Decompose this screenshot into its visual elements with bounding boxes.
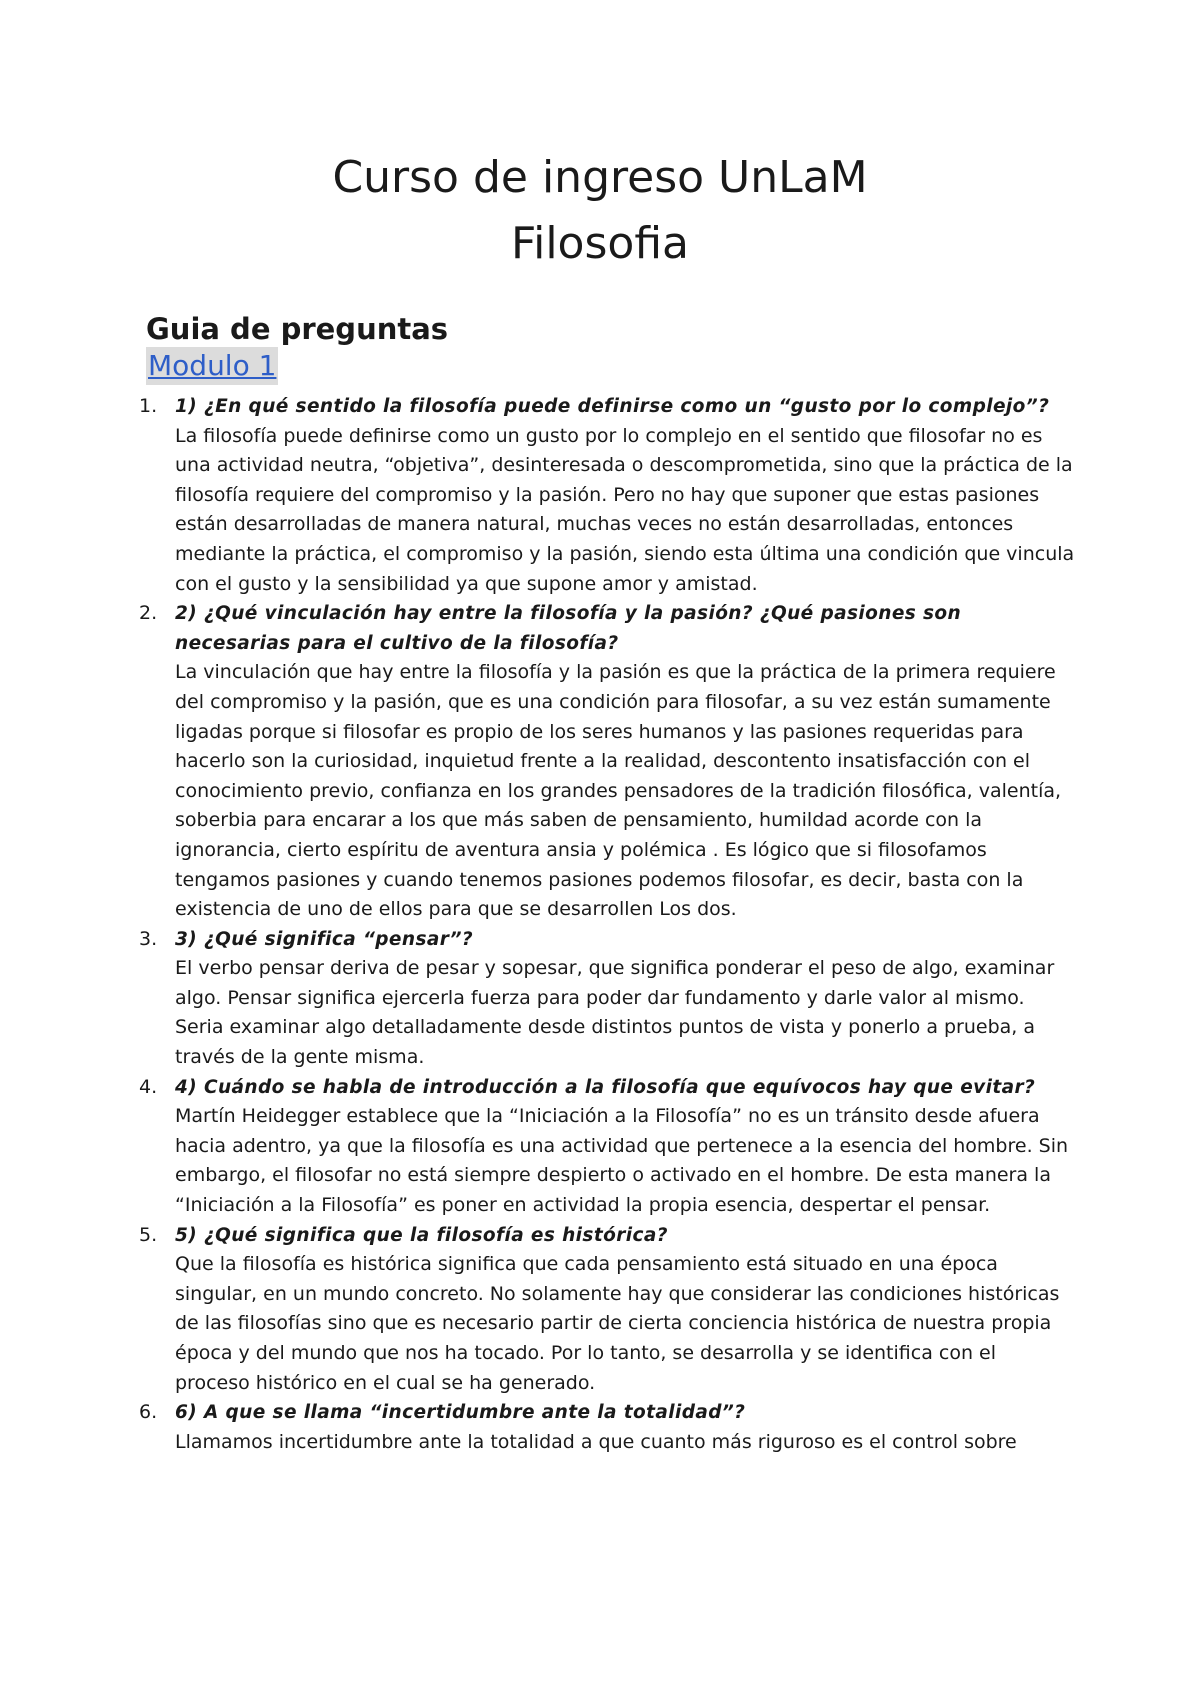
- question-number: 3.: [139, 927, 158, 950]
- question-number: 5.: [139, 1223, 158, 1246]
- question-item: [0, 599, 1075, 925]
- question-answer: La vinculación que hay entre la filosofía y la pasión es que la práctica de la primera requiere del compromiso y la pasión, que es una condición para filosofar, a su vez están sumamente ligadas porque si filosofar es propio de los seres humanos y las pasiones requeridas para hacerlo son la curiosidad, inquietud frente a la realidad, descontento insatisfacción con el conocimiento previo, confianza en los grandes pensadores de la tradición filosófica, valentía, soberbia para encarar a los que más saben de pensamiento, humildad acorde con la ignorancia, cierto espíritu de aventura ansia y polémica . Es lógico que si filosofamos tengamos pasiones y cuando tenemos pasiones podemos filosofar, es decir, basta con la existencia de uno de ellos para que se desarrollen Los dos.: [175, 661, 1062, 921]
- question-item: [0, 1073, 1075, 1221]
- question-item: [0, 1398, 1075, 1457]
- question-number: 6.: [139, 1401, 158, 1424]
- question-number: 2.: [139, 602, 158, 625]
- question-answer: Martín Heidegger establece que la “Iniciación a la Filosofía” no es un tránsito desde afuera hacia adentro, ya que la filosofía es una actividad que pertenece a la esencia del hombre. Sin embargo, el filosofar no está siempre despierto o activado en el hombre. De esta manera la “Iniciación a la Filosofía” es poner en actividad la propia esencia, despertar el pensar.: [175, 1105, 1069, 1217]
- module-link[interactable]: Modulo 1: [146, 347, 278, 385]
- question-title: 6) A que se llama “incertidumbre ante la totalidad”?: [175, 1402, 746, 1424]
- question-answer: Que la filosofía es histórica significa que cada pensamiento está situado en una época singular, en un mundo concreto. No solamente hay que considerar las condiciones históricas de las filosofías sino que es necesario partir de cierta conciencia histórica de nuestra propia época y del mundo que nos ha tocado. Por lo tanto, se desarrolla y se identifica con el proceso histórico en el cual se ha generado.: [175, 1253, 1060, 1394]
- question-answer: Llamamos incertidumbre ante la totalidad a que cuanto más riguroso es el control sobre: [175, 1430, 1017, 1453]
- document-subject: Filosofia: [511, 218, 689, 269]
- question-title: 5) ¿Qué significa que la filosofía es histórica?: [175, 1224, 668, 1246]
- question-list: [0, 392, 1200, 1457]
- question-title: 3) ¿Qué significa “pensar”?: [175, 928, 474, 950]
- question-answer: La filosofía puede definirse como un gusto por lo complejo en el sentido que filosofar no es una actividad neutra, “objetiva”, desinteresada o descomprometida, sino que la práctica de la filosofía requiere del compromiso y la pasión. Pero no hay que suponer que estas pasiones están desarrolladas de manera natural, muchas veces no están desarrolladas, entonces mediante la práctica, el compromiso y la pasión, siendo esta última una condición que vincula con el gusto y la sensibilidad ya que supone amor y amistad.: [175, 424, 1075, 595]
- question-number: 4.: [139, 1075, 158, 1098]
- question-title: 1) ¿En qué sentido la filosofía puede definirse como un “gusto por lo complejo”?: [175, 396, 1050, 417]
- question-item: [0, 1221, 1075, 1399]
- question-number: 1.: [139, 395, 158, 417]
- question-answer: El verbo pensar deriva de pesar y sopesar, que significa ponderar el peso de algo, examinar algo. Pensar significa ejercerla fuerza para poder dar fundamento y darle valor al mismo. Seria examinar algo detalladamente desde distintos puntos de vista y ponerlo a prueba, a través de la gente misma.: [175, 957, 1055, 1069]
- question-title: 4) Cuándo se habla de introducción a la filosofía que equívocos hay que evitar?: [175, 1076, 1036, 1098]
- document-title: Curso de ingreso UnLaM: [332, 152, 868, 203]
- question-title: 2) ¿Qué vinculación hay entre la filosofía y la pasión? ¿Qué pasiones son necesarias para el cultivo de la filosofía?: [175, 603, 962, 654]
- question-item: [0, 392, 1075, 599]
- section-heading: Guia de preguntas: [146, 312, 449, 346]
- question-item: [0, 925, 1075, 1073]
